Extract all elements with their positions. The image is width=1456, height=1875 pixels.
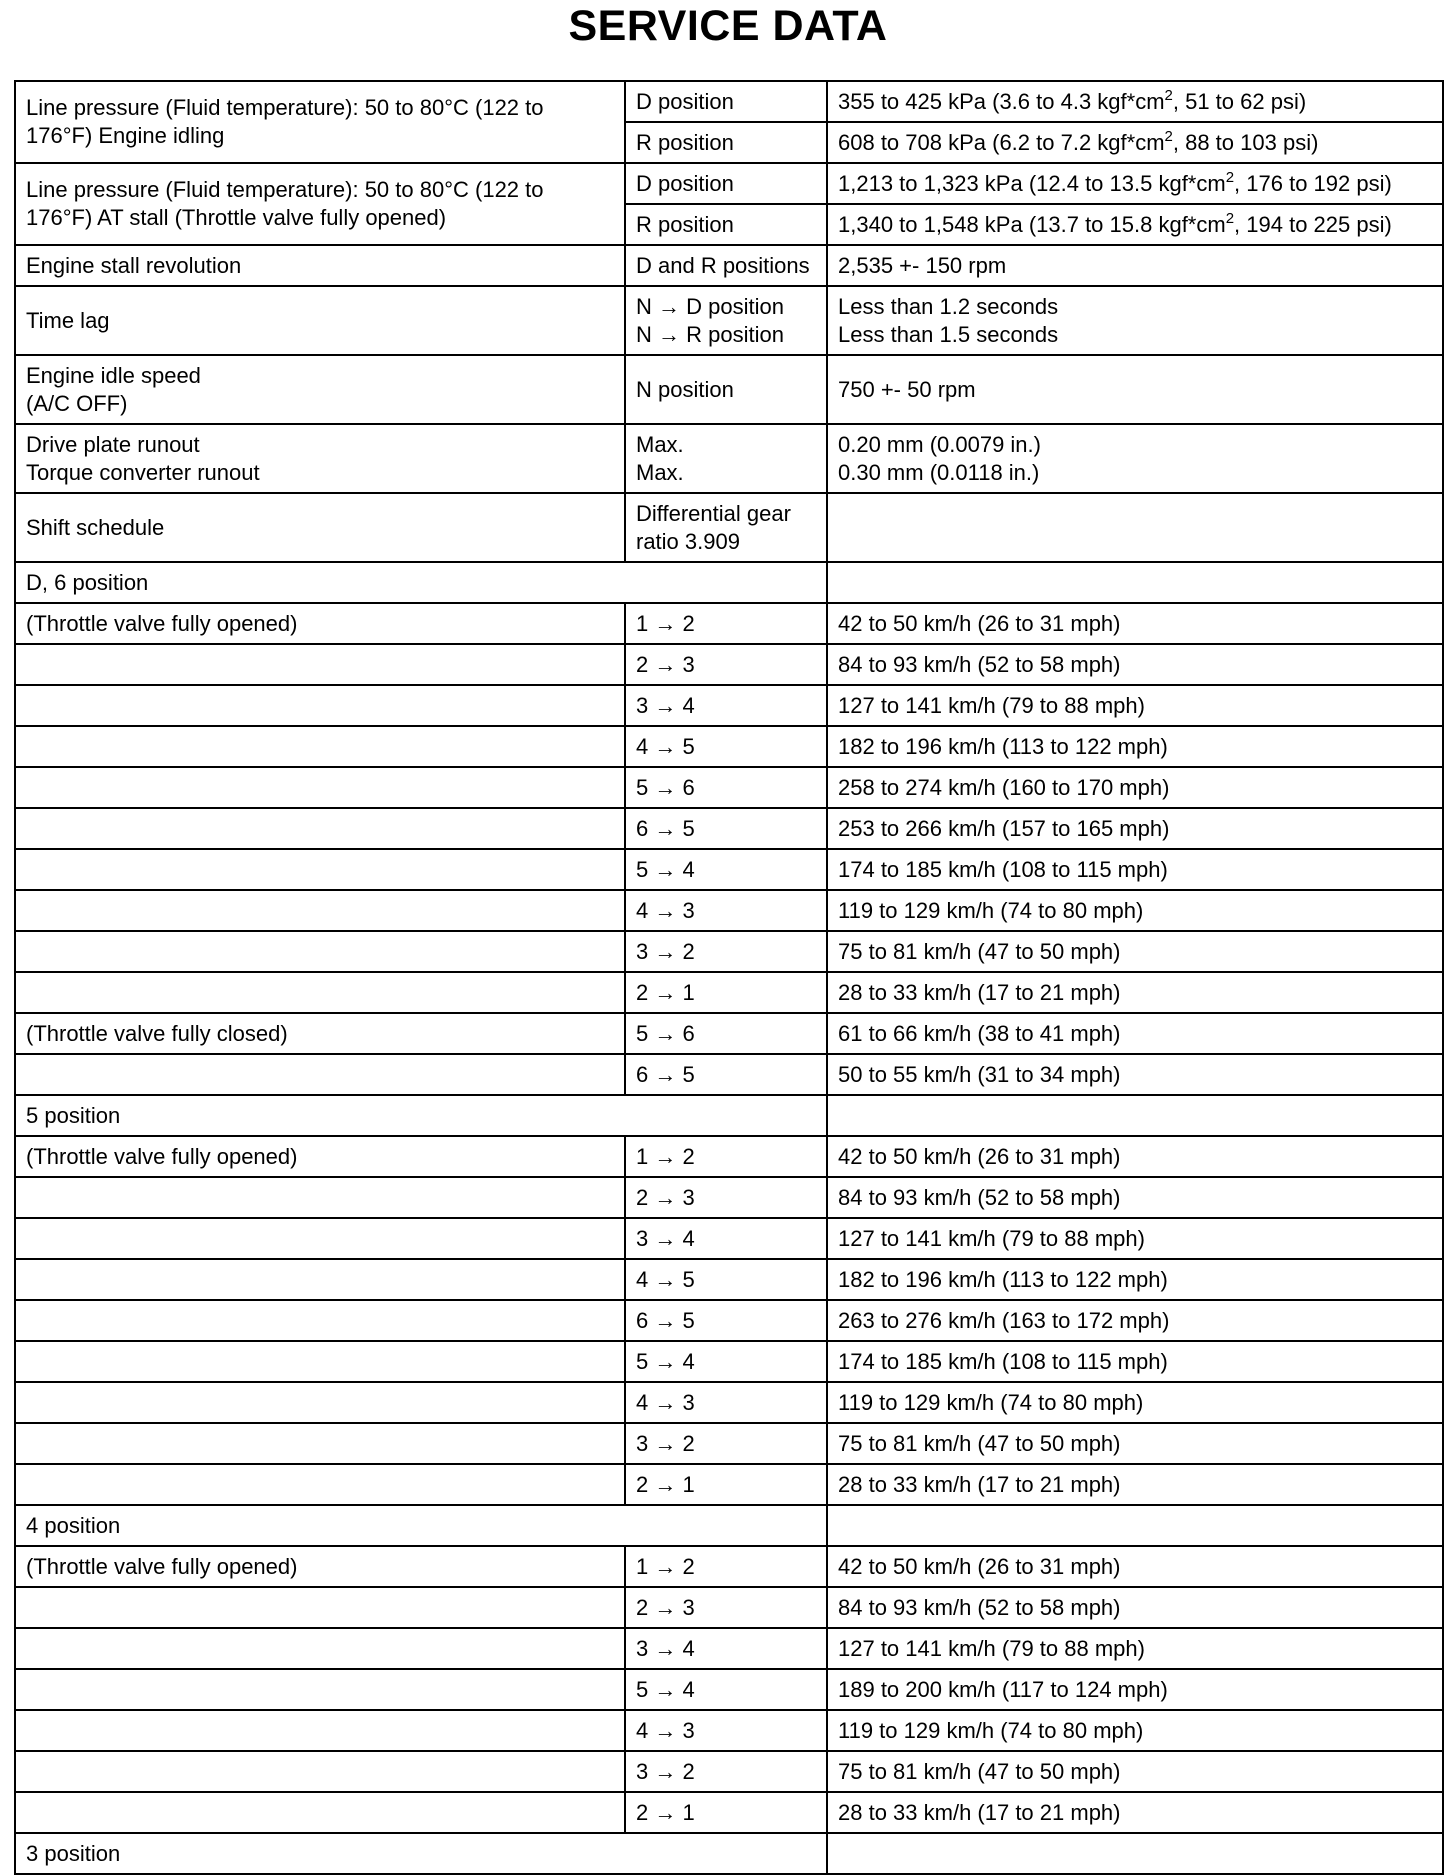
gear-shift: 5 → 4 xyxy=(625,1669,827,1710)
throttle-condition xyxy=(15,685,625,726)
table-row xyxy=(15,1751,1443,1792)
throttle-condition: (Throttle valve fully opened) xyxy=(15,1136,625,1177)
unit-superscript: 2 xyxy=(1225,209,1235,227)
shift-speed: 75 to 81 km/h (47 to 50 mph) xyxy=(827,1423,1443,1464)
value-text: , 194 to 225 psi) xyxy=(1234,211,1392,237)
gear-shift: 1 → 2 xyxy=(625,1546,827,1587)
table-row xyxy=(15,493,1443,562)
shift-speed: 263 to 276 km/h (163 to 172 mph) xyxy=(827,1300,1443,1341)
spec-condition: D and R positions xyxy=(625,245,827,286)
spec-value xyxy=(827,493,1443,562)
gear-shift: 2 → 3 xyxy=(625,1587,827,1628)
gear-shift: 4 → 5 xyxy=(625,1259,827,1300)
throttle-condition xyxy=(15,1423,625,1464)
unit-superscript: 2 xyxy=(1164,86,1173,104)
value-text: 1,213 to 1,323 kPa (12.4 to 13.5 kgf*cm xyxy=(838,170,1226,196)
table-row xyxy=(15,1259,1443,1300)
section-header-row xyxy=(15,562,1443,603)
throttle-condition xyxy=(15,1464,625,1505)
spec-value: 2,535 +- 150 rpm xyxy=(827,245,1443,286)
value-text: 608 to 708 kPa (6.2 to 7.2 kgf*cm xyxy=(838,129,1165,155)
throttle-condition xyxy=(15,767,625,808)
table-row xyxy=(15,1669,1443,1710)
section-header-row xyxy=(15,1833,1443,1874)
shift-speed: 75 to 81 km/h (47 to 50 mph) xyxy=(827,931,1443,972)
gear-shift: 6 → 5 xyxy=(625,1054,827,1095)
throttle-condition: (Throttle valve fully opened) xyxy=(15,603,625,644)
table-row xyxy=(15,1587,1443,1628)
spec-item: Engine idle speed (A/C OFF) xyxy=(15,355,625,424)
gear-shift: 4 → 5 xyxy=(625,726,827,767)
throttle-condition xyxy=(15,1218,625,1259)
spec-value xyxy=(827,81,1443,122)
gear-shift: 2 → 3 xyxy=(625,644,827,685)
table-row xyxy=(15,972,1443,1013)
empty-cell xyxy=(827,1505,1443,1546)
shift-speed: 127 to 141 km/h (79 to 88 mph) xyxy=(827,1628,1443,1669)
shift-speed: 119 to 129 km/h (74 to 80 mph) xyxy=(827,1382,1443,1423)
shift-section-label: 5 position xyxy=(15,1095,827,1136)
gear-shift: 1 → 2 xyxy=(625,1136,827,1177)
value-text: 1,340 to 1,548 kPa (13.7 to 15.8 kgf*cm xyxy=(838,211,1226,237)
gear-shift: 5 → 4 xyxy=(625,1341,827,1382)
gear-shift: 3 → 4 xyxy=(625,1218,827,1259)
service-data-table xyxy=(14,80,1444,1875)
shift-speed: 42 to 50 km/h (26 to 31 mph) xyxy=(827,1546,1443,1587)
gear-shift: 5 → 4 xyxy=(625,849,827,890)
shift-speed: 42 to 50 km/h (26 to 31 mph) xyxy=(827,603,1443,644)
throttle-condition xyxy=(15,1341,625,1382)
gear-shift: 2 → 3 xyxy=(625,1177,827,1218)
shift-section-label: D, 6 position xyxy=(15,562,827,603)
throttle-condition xyxy=(15,1587,625,1628)
gear-shift: 3 → 2 xyxy=(625,1423,827,1464)
value-text: 355 to 425 kPa (3.6 to 4.3 kgf*cm xyxy=(838,88,1165,114)
shift-speed: 174 to 185 km/h (108 to 115 mph) xyxy=(827,849,1443,890)
unit-superscript: 2 xyxy=(1225,168,1235,186)
throttle-condition xyxy=(15,849,625,890)
spec-item: Drive plate runout Torque converter runout xyxy=(15,424,625,493)
spec-value xyxy=(827,204,1443,245)
gear-shift: 5 → 6 xyxy=(625,1013,827,1054)
throttle-condition xyxy=(15,931,625,972)
shift-speed: 84 to 93 km/h (52 to 58 mph) xyxy=(827,1587,1443,1628)
spec-value: 750 +- 50 rpm xyxy=(827,355,1443,424)
spec-item: Shift schedule xyxy=(15,493,625,562)
throttle-condition xyxy=(15,1382,625,1423)
spec-value: 0.20 mm (0.0079 in.) 0.30 mm (0.0118 in.) xyxy=(827,424,1443,493)
shift-speed: 182 to 196 km/h (113 to 122 mph) xyxy=(827,1259,1443,1300)
page-title: SERVICE DATA xyxy=(568,2,888,50)
spec-item: Time lag xyxy=(15,286,625,355)
throttle-condition xyxy=(15,1792,625,1833)
gear-shift: 3 → 2 xyxy=(625,1751,827,1792)
spec-item: Line pressure (Fluid temperature): 50 to 80°C (122 to 176°F) Engine idling xyxy=(15,81,625,163)
table-row xyxy=(15,1464,1443,1505)
spec-item: Line pressure (Fluid temperature): 50 to 80°C (122 to 176°F) AT stall (Throttle valve fully opened) xyxy=(15,163,625,245)
shift-speed: 127 to 141 km/h (79 to 88 mph) xyxy=(827,1218,1443,1259)
shift-speed: 253 to 266 km/h (157 to 165 mph) xyxy=(827,808,1443,849)
throttle-condition xyxy=(15,1751,625,1792)
shift-speed: 189 to 200 km/h (117 to 124 mph) xyxy=(827,1669,1443,1710)
table-row xyxy=(15,685,1443,726)
shift-speed: 258 to 274 km/h (160 to 170 mph) xyxy=(827,767,1443,808)
throttle-condition xyxy=(15,1177,625,1218)
section-header-row xyxy=(15,1505,1443,1546)
table-row xyxy=(15,81,1443,122)
gear-shift: 4 → 3 xyxy=(625,890,827,931)
shift-speed: 42 to 50 km/h (26 to 31 mph) xyxy=(827,1136,1443,1177)
table-row xyxy=(15,245,1443,286)
empty-cell xyxy=(827,562,1443,603)
shift-speed: 84 to 93 km/h (52 to 58 mph) xyxy=(827,644,1443,685)
shift-section-label: 3 position xyxy=(15,1833,827,1874)
table-row xyxy=(15,1546,1443,1587)
shift-speed: 119 to 129 km/h (74 to 80 mph) xyxy=(827,890,1443,931)
value-text: , 88 to 103 psi) xyxy=(1172,129,1319,155)
gear-shift: 1 → 2 xyxy=(625,603,827,644)
throttle-condition xyxy=(15,726,625,767)
table-row xyxy=(15,1013,1443,1054)
table-row xyxy=(15,163,1443,204)
table-row xyxy=(15,1423,1443,1464)
table-row xyxy=(15,890,1443,931)
table-row xyxy=(15,1218,1443,1259)
gear-shift: 2 → 1 xyxy=(625,1464,827,1505)
spec-condition: R position xyxy=(625,122,827,163)
table-row xyxy=(15,931,1443,972)
table-row xyxy=(15,1710,1443,1751)
gear-shift: 6 → 5 xyxy=(625,1300,827,1341)
spec-condition: D position xyxy=(625,81,827,122)
table-row xyxy=(15,286,1443,355)
shift-speed: 75 to 81 km/h (47 to 50 mph) xyxy=(827,1751,1443,1792)
gear-shift: 3 → 2 xyxy=(625,931,827,972)
spec-condition: N → D position N → R position xyxy=(625,286,827,355)
gear-shift: 4 → 3 xyxy=(625,1382,827,1423)
shift-speed: 28 to 33 km/h (17 to 21 mph) xyxy=(827,972,1443,1013)
table-row xyxy=(15,424,1443,493)
throttle-condition: (Throttle valve fully opened) xyxy=(15,1546,625,1587)
gear-shift: 4 → 3 xyxy=(625,1710,827,1751)
throttle-condition xyxy=(15,1710,625,1751)
throttle-condition xyxy=(15,1054,625,1095)
table-row xyxy=(15,767,1443,808)
shift-speed: 174 to 185 km/h (108 to 115 mph) xyxy=(827,1341,1443,1382)
shift-speed: 119 to 129 km/h (74 to 80 mph) xyxy=(827,1710,1443,1751)
table-row xyxy=(15,849,1443,890)
gear-shift: 3 → 4 xyxy=(625,685,827,726)
table-row xyxy=(15,1177,1443,1218)
spec-value: Less than 1.2 seconds Less than 1.5 seconds xyxy=(827,286,1443,355)
empty-cell xyxy=(827,1095,1443,1136)
table-row xyxy=(15,1054,1443,1095)
shift-speed: 28 to 33 km/h (17 to 21 mph) xyxy=(827,1464,1443,1505)
gear-shift: 2 → 1 xyxy=(625,1792,827,1833)
shift-speed: 61 to 66 km/h (38 to 41 mph) xyxy=(827,1013,1443,1054)
throttle-condition xyxy=(15,1259,625,1300)
empty-cell xyxy=(827,1833,1443,1874)
shift-section-label: 4 position xyxy=(15,1505,827,1546)
gear-shift: 6 → 5 xyxy=(625,808,827,849)
table-row xyxy=(15,644,1443,685)
spec-value xyxy=(827,163,1443,204)
shift-speed: 127 to 141 km/h (79 to 88 mph) xyxy=(827,685,1443,726)
throttle-condition xyxy=(15,644,625,685)
throttle-condition xyxy=(15,1300,625,1341)
throttle-condition: (Throttle valve fully closed) xyxy=(15,1013,625,1054)
throttle-condition xyxy=(15,1669,625,1710)
table-row xyxy=(15,1300,1443,1341)
unit-superscript: 2 xyxy=(1164,127,1173,145)
shift-speed: 84 to 93 km/h (52 to 58 mph) xyxy=(827,1177,1443,1218)
spec-condition: Max. Max. xyxy=(625,424,827,493)
table-row xyxy=(15,1341,1443,1382)
gear-shift: 2 → 1 xyxy=(625,972,827,1013)
shift-speed: 28 to 33 km/h (17 to 21 mph) xyxy=(827,1792,1443,1833)
value-text: , 51 to 62 psi) xyxy=(1172,88,1307,114)
throttle-condition xyxy=(15,1628,625,1669)
spec-condition: N position xyxy=(625,355,827,424)
table-row xyxy=(15,355,1443,424)
table-row xyxy=(15,726,1443,767)
table-row xyxy=(15,1628,1443,1669)
spec-condition: R position xyxy=(625,204,827,245)
service-data-body xyxy=(15,81,1443,1874)
spec-item: Engine stall revolution xyxy=(15,245,625,286)
gear-shift: 3 → 4 xyxy=(625,1628,827,1669)
spec-condition: Differential gear ratio 3.909 xyxy=(625,493,827,562)
spec-condition: D position xyxy=(625,163,827,204)
table-row xyxy=(15,1792,1443,1833)
table-row xyxy=(15,603,1443,644)
throttle-condition xyxy=(15,808,625,849)
table-row xyxy=(15,1136,1443,1177)
throttle-condition xyxy=(15,890,625,931)
shift-speed: 182 to 196 km/h (113 to 122 mph) xyxy=(827,726,1443,767)
table-row xyxy=(15,808,1443,849)
value-text: , 176 to 192 psi) xyxy=(1234,170,1392,196)
table-row xyxy=(15,1382,1443,1423)
shift-speed: 50 to 55 km/h (31 to 34 mph) xyxy=(827,1054,1443,1095)
gear-shift: 5 → 6 xyxy=(625,767,827,808)
throttle-condition xyxy=(15,972,625,1013)
section-header-row xyxy=(15,1095,1443,1136)
spec-value xyxy=(827,122,1443,163)
